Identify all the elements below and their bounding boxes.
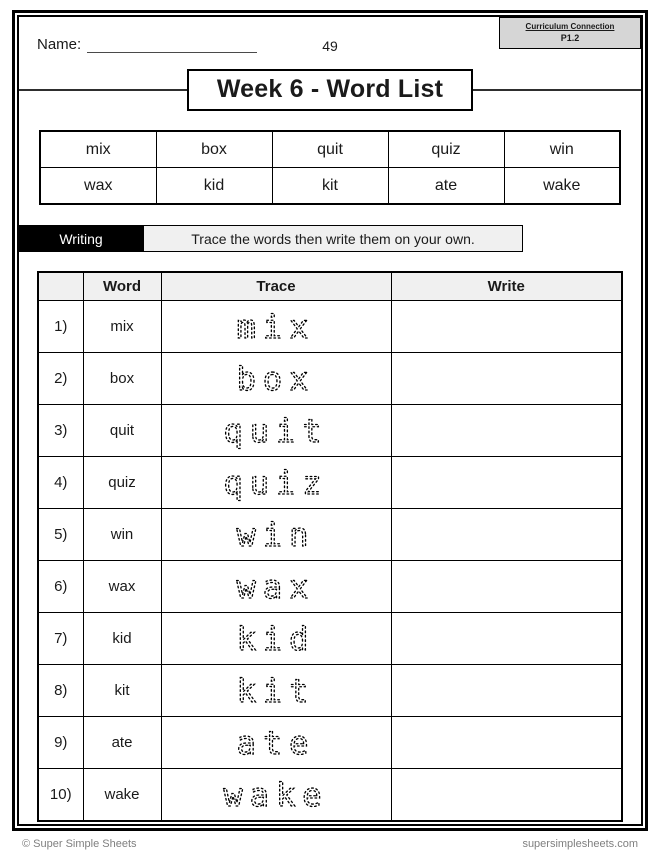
word-bank-cell: quiz	[388, 131, 504, 168]
word-bank-cell: kid	[156, 168, 272, 205]
row-number: 6)	[38, 561, 83, 613]
row-word: wake	[83, 769, 161, 822]
word-bank-table	[39, 130, 621, 205]
row-write-area	[391, 717, 622, 769]
row-write-area	[391, 665, 622, 717]
trace-table-header-row	[38, 272, 622, 301]
row-trace	[161, 457, 391, 509]
page-footer	[22, 838, 638, 850]
word-bank-cell: ate	[388, 168, 504, 205]
row-trace	[161, 613, 391, 665]
row-write-area	[391, 509, 622, 561]
row-number: 1)	[38, 301, 83, 353]
trace-word-dotted	[162, 458, 390, 508]
svg-text:wake: wake	[223, 775, 329, 814]
row-write-area	[391, 561, 622, 613]
row-trace	[161, 717, 391, 769]
word-bank-cell: kit	[272, 168, 388, 205]
title-band	[37, 69, 623, 109]
trace-word-dotted	[162, 562, 390, 612]
page-title: Week 6 - Word List	[187, 69, 473, 111]
row-word: wax	[83, 561, 161, 613]
row-word: quit	[83, 405, 161, 457]
row-write-area	[391, 353, 622, 405]
svg-text:quit: quit	[223, 411, 329, 450]
svg-text:ate: ate	[236, 723, 316, 762]
trace-word-dotted	[162, 614, 390, 664]
table-row	[38, 613, 622, 665]
row-trace	[161, 509, 391, 561]
row-trace	[161, 769, 391, 822]
writing-instruction: Trace the words then write them on your own.	[143, 225, 523, 252]
row-number: 3)	[38, 405, 83, 457]
trace-word-dotted	[162, 354, 390, 404]
row-trace	[161, 353, 391, 405]
word-bank-cell: wax	[40, 168, 156, 205]
footer-website: supersimplesheets.com	[522, 838, 638, 850]
table-row	[38, 665, 622, 717]
trace-word-dotted	[162, 302, 390, 352]
curriculum-connection-code: P1.2	[560, 33, 580, 43]
writing-section-label: Writing	[19, 225, 143, 252]
word-bank-row	[40, 131, 620, 168]
footer-copyright: © Super Simple Sheets	[22, 838, 137, 850]
trace-word-dotted	[162, 718, 390, 768]
header-cell-number	[38, 272, 83, 301]
trace-word-dotted	[162, 770, 390, 820]
worksheet-page	[12, 10, 648, 831]
worksheet-page-inner	[17, 15, 643, 826]
row-write-area	[391, 457, 622, 509]
name-label: Name:	[37, 36, 82, 53]
row-trace	[161, 665, 391, 717]
row-word: box	[83, 353, 161, 405]
svg-text:kit: kit	[236, 671, 316, 710]
trace-word-dotted	[162, 666, 390, 716]
trace-word-dotted	[162, 406, 390, 456]
row-word: quiz	[83, 457, 161, 509]
row-word: mix	[83, 301, 161, 353]
table-row	[38, 405, 622, 457]
word-bank-cell: box	[156, 131, 272, 168]
word-bank-row	[40, 168, 620, 205]
word-bank-cell: wake	[504, 168, 620, 205]
row-trace	[161, 561, 391, 613]
row-trace	[161, 301, 391, 353]
svg-text:box: box	[236, 359, 316, 398]
header-cell-write: Write	[391, 272, 622, 301]
table-row	[38, 457, 622, 509]
writing-section-bar	[19, 225, 623, 252]
table-row	[38, 353, 622, 405]
row-write-area	[391, 301, 622, 353]
svg-text:quiz: quiz	[223, 463, 329, 502]
row-word: kit	[83, 665, 161, 717]
row-number: 2)	[38, 353, 83, 405]
word-bank-cell: mix	[40, 131, 156, 168]
table-row	[38, 301, 622, 353]
row-number: 5)	[38, 509, 83, 561]
row-write-area	[391, 769, 622, 822]
svg-text:kid: kid	[236, 619, 316, 658]
row-trace	[161, 405, 391, 457]
table-row	[38, 561, 622, 613]
curriculum-connection-title: Curriculum Connection	[525, 22, 615, 31]
trace-table	[37, 271, 623, 822]
trace-word-dotted	[162, 510, 390, 560]
row-word: ate	[83, 717, 161, 769]
header-cell-trace: Trace	[161, 272, 391, 301]
table-row	[38, 509, 622, 561]
header-cell-word: Word	[83, 272, 161, 301]
row-number: 4)	[38, 457, 83, 509]
row-number: 10)	[38, 769, 83, 822]
row-write-area	[391, 613, 622, 665]
row-write-area	[391, 405, 622, 457]
svg-text:win: win	[236, 515, 316, 554]
table-row	[38, 769, 622, 822]
page-number: 49	[322, 38, 338, 54]
table-row	[38, 717, 622, 769]
row-number: 8)	[38, 665, 83, 717]
row-number: 7)	[38, 613, 83, 665]
row-word: kid	[83, 613, 161, 665]
word-bank-cell: quit	[272, 131, 388, 168]
svg-text:wax: wax	[236, 567, 316, 606]
svg-text:mix: mix	[236, 307, 316, 346]
word-bank-cell: win	[504, 131, 620, 168]
row-word: win	[83, 509, 161, 561]
row-number: 9)	[38, 717, 83, 769]
